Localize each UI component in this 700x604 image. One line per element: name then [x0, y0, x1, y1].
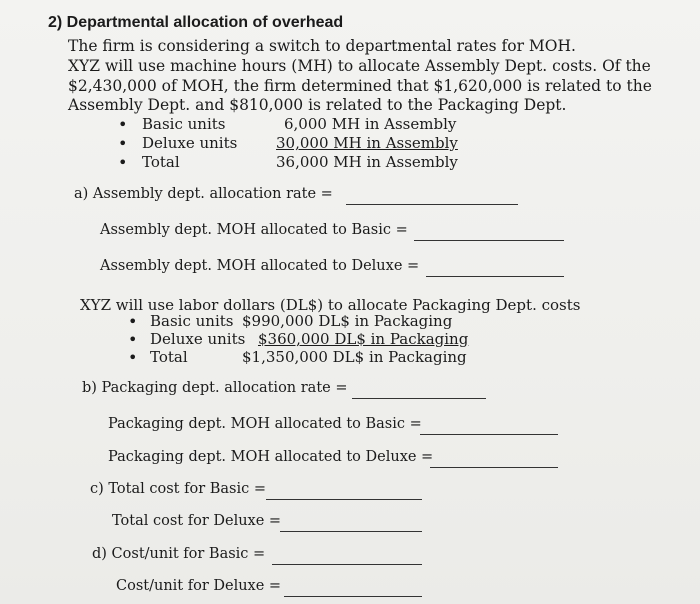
question-b-basic: Packaging dept. MOH allocated to Basic =: [108, 416, 422, 432]
answer-blank-b-rate[interactable]: [352, 398, 486, 399]
list-item-value: $1,350,000 DL$ in Packaging: [242, 348, 467, 366]
question-c-deluxe: Total cost for Deluxe =: [112, 513, 282, 529]
answer-blank-b-basic[interactable]: [420, 434, 558, 435]
question-c-basic: c) Total cost for Basic =: [90, 481, 267, 497]
list-item-label: Basic units: [142, 115, 226, 133]
list-item-label: Deluxe units: [142, 134, 238, 152]
bullet-icon: •: [118, 134, 128, 153]
answer-blank-d-deluxe[interactable]: [284, 596, 422, 597]
bullet-icon: •: [128, 348, 138, 367]
bullet-icon: •: [118, 153, 128, 172]
answer-blank-a-deluxe[interactable]: [426, 276, 564, 277]
answer-blank-b-deluxe[interactable]: [430, 467, 558, 468]
bullet-icon: •: [128, 312, 138, 331]
answer-blank-d-basic[interactable]: [272, 564, 422, 565]
intro-line-2: XYZ will use machine hours (MH) to allocate Assembly Dept. costs. Of the: [68, 57, 651, 75]
bullet-icon: •: [118, 115, 128, 134]
list-item-value: $360,000 DL$ in Packaging: [258, 330, 469, 348]
list-item-label: Basic units: [150, 312, 234, 330]
packaging-intro: XYZ will use labor dollars (DL$) to allocate Packaging Dept. costs: [80, 296, 581, 314]
intro-line-1: The firm is considering a switch to departmental rates for MOH.: [68, 37, 576, 55]
list-item-value: 6,000 MH in Assembly: [284, 115, 457, 133]
question-a-deluxe: Assembly dept. MOH allocated to Deluxe =: [100, 258, 420, 274]
question-d-basic: d) Cost/unit for Basic =: [92, 546, 266, 562]
list-item-value: 36,000 MH in Assembly: [276, 153, 458, 171]
list-item-label: Total: [142, 153, 180, 171]
question-a-basic: Assembly dept. MOH allocated to Basic =: [100, 222, 408, 238]
answer-blank-c-deluxe[interactable]: [280, 531, 422, 532]
question-b-deluxe: Packaging dept. MOH allocated to Deluxe =: [108, 449, 434, 465]
list-item-value: 30,000 MH in Assembly: [276, 134, 458, 152]
problem-title: 2) Departmental allocation of overhead: [48, 14, 344, 31]
list-item-value: $990,000 DL$ in Packaging: [242, 312, 453, 330]
answer-blank-c-basic[interactable]: [266, 499, 422, 500]
question-d-deluxe: Cost/unit for Deluxe =: [116, 578, 282, 594]
bullet-icon: •: [128, 330, 138, 349]
intro-line-3: $2,430,000 of MOH, the firm determined that $1,620,000 is related to the: [68, 77, 652, 95]
list-item-label: Total: [150, 348, 188, 366]
intro-line-4: Assembly Dept. and $810,000 is related to the Packaging Dept.: [68, 96, 567, 114]
answer-blank-a-basic[interactable]: [414, 240, 564, 241]
list-item-label: Deluxe units: [150, 330, 246, 348]
question-b-rate: b) Packaging dept. allocation rate =: [82, 380, 348, 396]
answer-blank-a-rate[interactable]: [346, 204, 518, 205]
question-a-rate: a) Assembly dept. allocation rate =: [74, 186, 333, 202]
